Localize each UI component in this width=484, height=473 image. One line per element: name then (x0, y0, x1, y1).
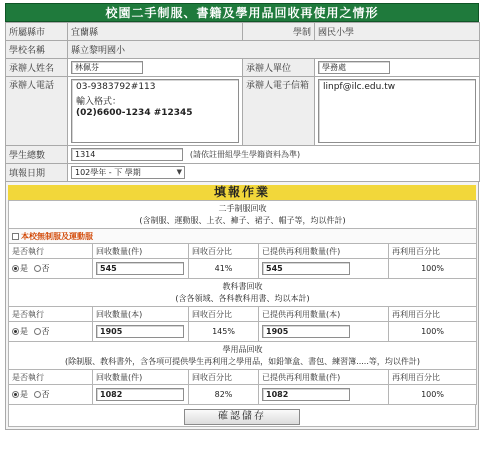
chevron-down-icon: ▼ (176, 168, 182, 176)
uniform-col-pct: 回收百分比 (189, 244, 259, 259)
no-uniform-label: 本校無制服及運動服 (21, 231, 93, 241)
book-no-label: 否 (41, 327, 50, 336)
uniform-col-reuse: 已提供再利用數量(件) (259, 244, 389, 259)
submit-row (8, 405, 476, 427)
uniform-col-qty: 回收數量(件) (93, 244, 189, 259)
supply-yes-radio[interactable] (12, 391, 19, 398)
book-title: 教科書回收 (222, 281, 263, 291)
contact-unit-input[interactable]: 學務處 (318, 61, 390, 74)
supply-no-radio[interactable] (34, 391, 41, 398)
students-input[interactable]: 1314 (71, 148, 183, 161)
book-yes-radio[interactable] (12, 328, 19, 335)
uniform-yes-radio[interactable] (12, 265, 19, 272)
uniform-title: 二手制服回收 (218, 203, 267, 213)
date-select[interactable] (71, 166, 185, 179)
book-col-reuse: 已提供再利用數量(本) (259, 307, 389, 322)
date-select-value: 102學年 - 下 學期 (75, 168, 141, 177)
uniform-col-exec: 是否執行 (9, 244, 93, 259)
students-label: 學生總數 (6, 146, 68, 164)
supply-qty-input[interactable]: 1082 (96, 388, 184, 401)
contact-name-label: 承辦人姓名 (6, 59, 68, 77)
supply-no-label: 否 (41, 390, 50, 399)
contact-name-input[interactable]: 林佩芬 (71, 61, 143, 74)
book-yes-label: 是 (20, 327, 28, 336)
book-pct-value: 145% (189, 322, 259, 342)
fill-section (5, 182, 479, 430)
phone-value: 03-9383792#113 (76, 82, 156, 92)
book-col-exec: 是否執行 (9, 307, 93, 322)
students-note: (請依註冊組學生學籍資料為準) (189, 150, 301, 159)
supply-subtitle: (除制服、教科書外，含各項可提供學生再利用之學用品，如鉛筆盒、書包、練習簿.....等，均以件計) (65, 356, 420, 366)
uniform-table (8, 200, 477, 405)
no-uniform-checkbox[interactable] (12, 233, 19, 240)
fill-header: 填報作業 (8, 185, 476, 200)
uniform-col-reuse-pct: 再利用百分比 (389, 244, 477, 259)
book-qty-input[interactable]: 1905 (96, 325, 184, 338)
phone-format-label: 輸入格式： (76, 97, 122, 107)
phone-textarea[interactable] (71, 79, 239, 143)
uniform-no-label: 否 (41, 264, 50, 273)
school-type-value: 國民小學 (315, 23, 480, 41)
email-label: 承辦人電子信箱 (243, 77, 315, 146)
supply-col-reuse-pct: 再利用百分比 (389, 370, 477, 385)
uniform-pct-value: 41% (189, 259, 259, 279)
phone-format-example: (02)6600-1234 #12345 (76, 108, 193, 118)
info-table (5, 22, 480, 182)
book-col-reuse-pct: 再利用百分比 (389, 307, 477, 322)
email-value: linpf@ilc.edu.tw (323, 82, 396, 92)
uniform-qty-input[interactable]: 545 (96, 262, 184, 275)
submit-button[interactable]: 確認儲存 (184, 409, 300, 425)
phone-label: 承辦人電話 (6, 77, 68, 146)
school-name-label: 學校名稱 (6, 41, 68, 59)
supply-yes-label: 是 (20, 390, 28, 399)
school-type-label: 學制 (243, 23, 315, 41)
book-col-qty: 回收數量(本) (93, 307, 189, 322)
page-title: 校園二手制服、書籍及學用品回收再使用之情形 (5, 3, 479, 22)
contact-unit-label: 承辦人單位 (243, 59, 315, 77)
uniform-reuse-input[interactable]: 545 (262, 262, 350, 275)
supply-col-reuse: 已提供再利用數量(件) (259, 370, 389, 385)
book-subtitle: (含各領域、各科教科用書、均以本計) (175, 293, 310, 303)
book-col-pct: 回收百分比 (189, 307, 259, 322)
uniform-reuse-pct-value: 100% (389, 259, 477, 279)
book-reuse-pct-value: 100% (389, 322, 477, 342)
supply-col-pct: 回收百分比 (189, 370, 259, 385)
uniform-subtitle: (含制服、運動服、上衣、褲子、裙子、帽子等，均以件計) (139, 215, 346, 225)
supply-col-qty: 回收數量(件) (93, 370, 189, 385)
uniform-yes-label: 是 (20, 264, 28, 273)
supply-col-exec: 是否執行 (9, 370, 93, 385)
city-label: 所屬縣市 (6, 23, 68, 41)
uniform-no-radio[interactable] (34, 265, 41, 272)
form-container (5, 3, 479, 430)
email-textarea[interactable] (318, 79, 476, 143)
supply-title: 學用品回收 (222, 344, 263, 354)
book-reuse-input[interactable]: 1905 (262, 325, 350, 338)
supply-pct-value: 82% (189, 385, 259, 405)
city-value: 宜蘭縣 (68, 23, 243, 41)
book-no-radio[interactable] (34, 328, 41, 335)
supply-reuse-input[interactable]: 1082 (262, 388, 350, 401)
school-name-value: 縣立黎明國小 (68, 41, 480, 59)
date-label: 填報日期 (6, 164, 68, 182)
supply-reuse-pct-value: 100% (389, 385, 477, 405)
